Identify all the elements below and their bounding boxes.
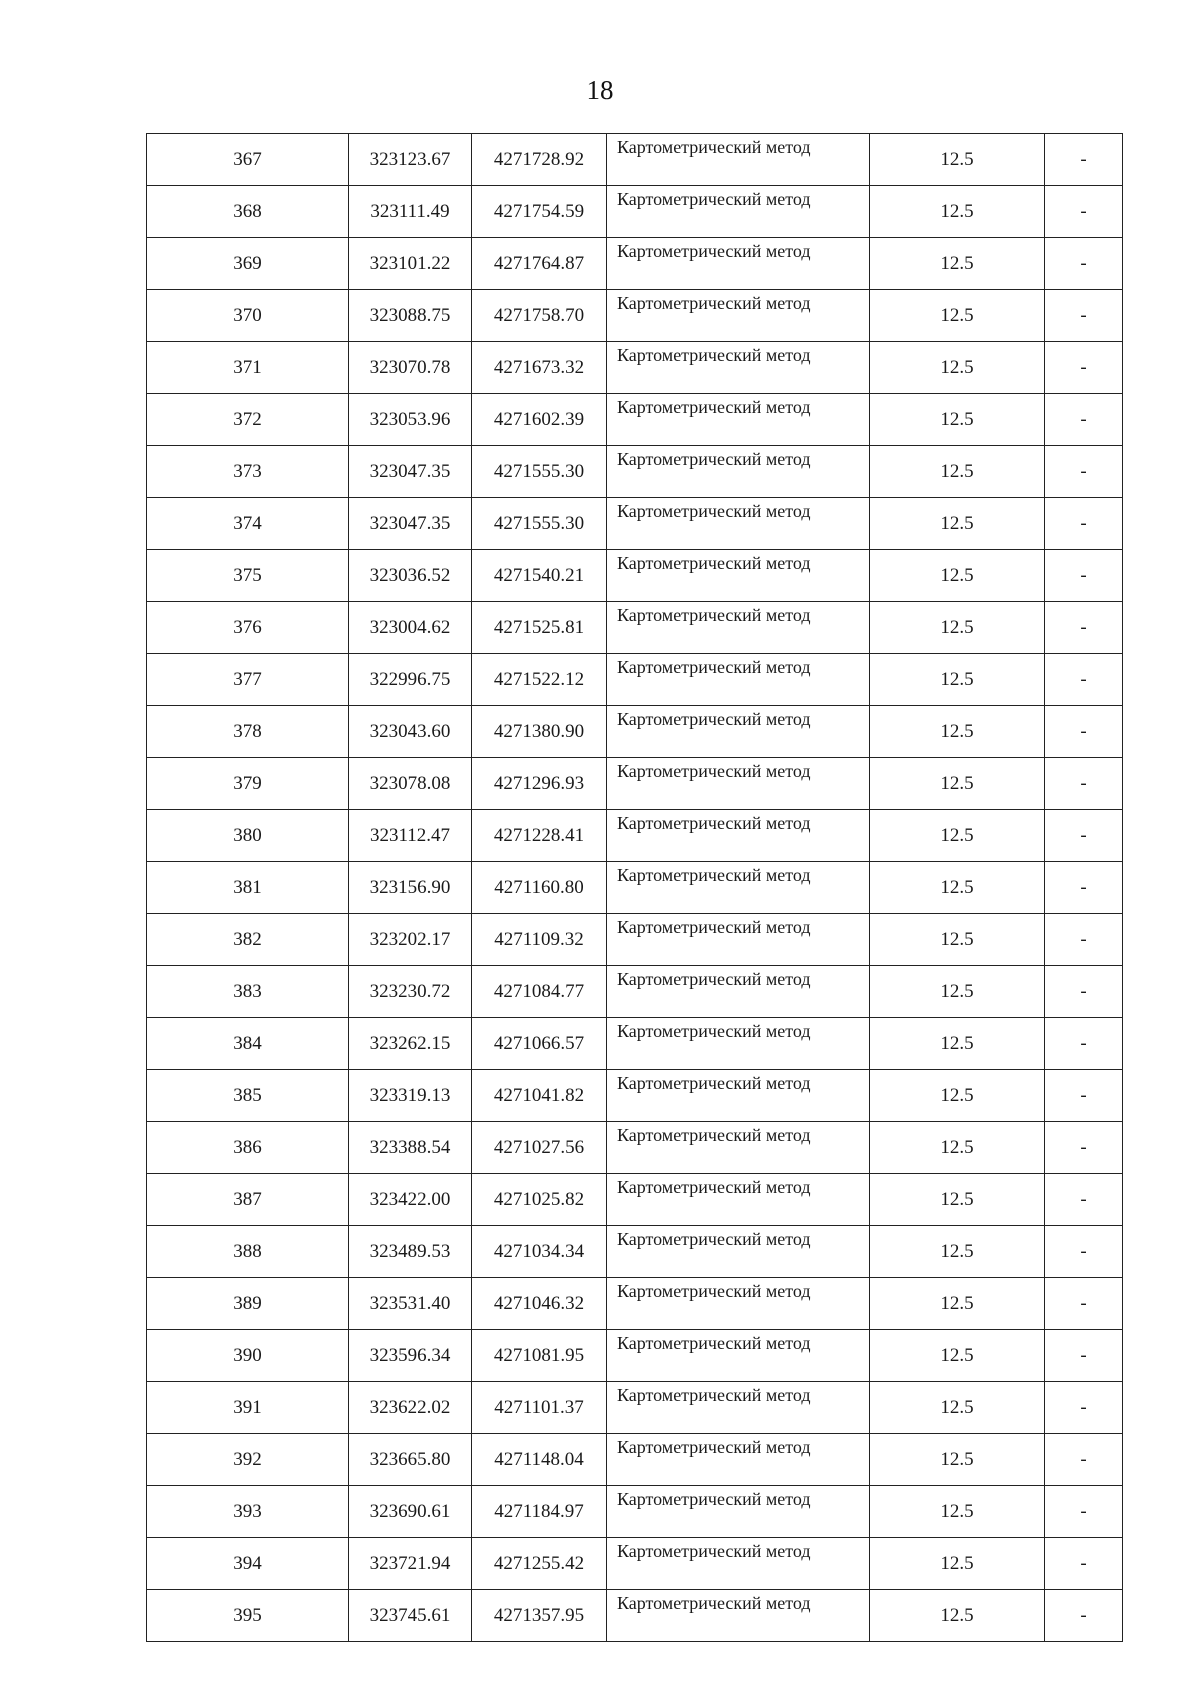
table-row xyxy=(147,1070,1123,1122)
y-coordinate-cell: 4271540.21 xyxy=(472,550,607,602)
note-cell: - xyxy=(1045,342,1123,394)
x-coordinate-cell: 323078.08 xyxy=(349,758,472,810)
accuracy-cell: 12.5 xyxy=(870,1122,1045,1174)
note-cell: - xyxy=(1045,134,1123,186)
x-coordinate-cell: 323665.80 xyxy=(349,1434,472,1486)
x-coordinate-cell: 322996.75 xyxy=(349,654,472,706)
method-cell: Картометрический метод xyxy=(607,342,870,394)
accuracy-cell: 12.5 xyxy=(870,810,1045,862)
coordinates-table xyxy=(146,133,1123,1642)
table-row xyxy=(147,602,1123,654)
x-coordinate-cell: 323036.52 xyxy=(349,550,472,602)
note-cell: - xyxy=(1045,446,1123,498)
point-number-cell: 393 xyxy=(147,1486,349,1538)
table-row xyxy=(147,550,1123,602)
method-cell: Картометрический метод xyxy=(607,1434,870,1486)
x-coordinate-cell: 323690.61 xyxy=(349,1486,472,1538)
accuracy-cell: 12.5 xyxy=(870,394,1045,446)
method-cell: Картометрический метод xyxy=(607,706,870,758)
table-row xyxy=(147,290,1123,342)
y-coordinate-cell: 4271027.56 xyxy=(472,1122,607,1174)
note-cell: - xyxy=(1045,1590,1123,1642)
note-cell: - xyxy=(1045,1486,1123,1538)
x-coordinate-cell: 323422.00 xyxy=(349,1174,472,1226)
point-number-cell: 370 xyxy=(147,290,349,342)
x-coordinate-cell: 323053.96 xyxy=(349,394,472,446)
point-number-cell: 394 xyxy=(147,1538,349,1590)
method-cell: Картометрический метод xyxy=(607,1330,870,1382)
accuracy-cell: 12.5 xyxy=(870,1330,1045,1382)
y-coordinate-cell: 4271758.70 xyxy=(472,290,607,342)
note-cell: - xyxy=(1045,238,1123,290)
y-coordinate-cell: 4271555.30 xyxy=(472,446,607,498)
table-row xyxy=(147,1174,1123,1226)
point-number-cell: 386 xyxy=(147,1122,349,1174)
accuracy-cell: 12.5 xyxy=(870,1226,1045,1278)
y-coordinate-cell: 4271673.32 xyxy=(472,342,607,394)
method-cell: Картометрический метод xyxy=(607,862,870,914)
x-coordinate-cell: 323070.78 xyxy=(349,342,472,394)
accuracy-cell: 12.5 xyxy=(870,1486,1045,1538)
note-cell: - xyxy=(1045,1382,1123,1434)
method-cell: Картометрический метод xyxy=(607,446,870,498)
table-row xyxy=(147,1486,1123,1538)
accuracy-cell: 12.5 xyxy=(870,290,1045,342)
point-number-cell: 387 xyxy=(147,1174,349,1226)
accuracy-cell: 12.5 xyxy=(870,1278,1045,1330)
table-row xyxy=(147,134,1123,186)
accuracy-cell: 12.5 xyxy=(870,134,1045,186)
point-number-cell: 367 xyxy=(147,134,349,186)
y-coordinate-cell: 4271754.59 xyxy=(472,186,607,238)
x-coordinate-cell: 323489.53 xyxy=(349,1226,472,1278)
note-cell: - xyxy=(1045,1018,1123,1070)
table-row xyxy=(147,342,1123,394)
note-cell: - xyxy=(1045,498,1123,550)
y-coordinate-cell: 4271602.39 xyxy=(472,394,607,446)
method-cell: Картометрический метод xyxy=(607,758,870,810)
table-row xyxy=(147,1122,1123,1174)
note-cell: - xyxy=(1045,1330,1123,1382)
note-cell: - xyxy=(1045,1174,1123,1226)
note-cell: - xyxy=(1045,810,1123,862)
table-row xyxy=(147,862,1123,914)
y-coordinate-cell: 4271046.32 xyxy=(472,1278,607,1330)
x-coordinate-cell: 323388.54 xyxy=(349,1122,472,1174)
x-coordinate-cell: 323088.75 xyxy=(349,290,472,342)
point-number-cell: 395 xyxy=(147,1590,349,1642)
table-row xyxy=(147,498,1123,550)
note-cell: - xyxy=(1045,1434,1123,1486)
note-cell: - xyxy=(1045,706,1123,758)
y-coordinate-cell: 4271255.42 xyxy=(472,1538,607,1590)
table-row xyxy=(147,758,1123,810)
y-coordinate-cell: 4271160.80 xyxy=(472,862,607,914)
accuracy-cell: 12.5 xyxy=(870,1538,1045,1590)
table-row xyxy=(147,1226,1123,1278)
table-row xyxy=(147,1382,1123,1434)
note-cell: - xyxy=(1045,290,1123,342)
y-coordinate-cell: 4271522.12 xyxy=(472,654,607,706)
accuracy-cell: 12.5 xyxy=(870,758,1045,810)
x-coordinate-cell: 323262.15 xyxy=(349,1018,472,1070)
method-cell: Картометрический метод xyxy=(607,1070,870,1122)
table-row xyxy=(147,706,1123,758)
table-row xyxy=(147,1538,1123,1590)
x-coordinate-cell: 323596.34 xyxy=(349,1330,472,1382)
method-cell: Картометрический метод xyxy=(607,1226,870,1278)
note-cell: - xyxy=(1045,550,1123,602)
table-row xyxy=(147,1434,1123,1486)
point-number-cell: 385 xyxy=(147,1070,349,1122)
method-cell: Картометрический метод xyxy=(607,1174,870,1226)
accuracy-cell: 12.5 xyxy=(870,1070,1045,1122)
accuracy-cell: 12.5 xyxy=(870,446,1045,498)
method-cell: Картометрический метод xyxy=(607,186,870,238)
note-cell: - xyxy=(1045,1226,1123,1278)
x-coordinate-cell: 323202.17 xyxy=(349,914,472,966)
table-row xyxy=(147,914,1123,966)
accuracy-cell: 12.5 xyxy=(870,1590,1045,1642)
x-coordinate-cell: 323101.22 xyxy=(349,238,472,290)
x-coordinate-cell: 323111.49 xyxy=(349,186,472,238)
accuracy-cell: 12.5 xyxy=(870,1434,1045,1486)
table-row xyxy=(147,810,1123,862)
x-coordinate-cell: 323043.60 xyxy=(349,706,472,758)
y-coordinate-cell: 4271034.34 xyxy=(472,1226,607,1278)
x-coordinate-cell: 323721.94 xyxy=(349,1538,472,1590)
method-cell: Картометрический метод xyxy=(607,238,870,290)
point-number-cell: 378 xyxy=(147,706,349,758)
method-cell: Картометрический метод xyxy=(607,810,870,862)
x-coordinate-cell: 323047.35 xyxy=(349,446,472,498)
y-coordinate-cell: 4271184.97 xyxy=(472,1486,607,1538)
point-number-cell: 373 xyxy=(147,446,349,498)
point-number-cell: 372 xyxy=(147,394,349,446)
accuracy-cell: 12.5 xyxy=(870,1382,1045,1434)
method-cell: Картометрический метод xyxy=(607,1278,870,1330)
page-number: 18 xyxy=(586,75,614,105)
point-number-cell: 391 xyxy=(147,1382,349,1434)
table-row xyxy=(147,966,1123,1018)
table-row xyxy=(147,394,1123,446)
accuracy-cell: 12.5 xyxy=(870,654,1045,706)
accuracy-cell: 12.5 xyxy=(870,706,1045,758)
accuracy-cell: 12.5 xyxy=(870,602,1045,654)
point-number-cell: 375 xyxy=(147,550,349,602)
y-coordinate-cell: 4271041.82 xyxy=(472,1070,607,1122)
x-coordinate-cell: 323622.02 xyxy=(349,1382,472,1434)
table-row xyxy=(147,446,1123,498)
y-coordinate-cell: 4271109.32 xyxy=(472,914,607,966)
point-number-cell: 380 xyxy=(147,810,349,862)
y-coordinate-cell: 4271555.30 xyxy=(472,498,607,550)
method-cell: Картометрический метод xyxy=(607,966,870,1018)
x-coordinate-cell: 323047.35 xyxy=(349,498,472,550)
point-number-cell: 388 xyxy=(147,1226,349,1278)
method-cell: Картометрический метод xyxy=(607,290,870,342)
x-coordinate-cell: 323112.47 xyxy=(349,810,472,862)
note-cell: - xyxy=(1045,394,1123,446)
method-cell: Картометрический метод xyxy=(607,654,870,706)
note-cell: - xyxy=(1045,1278,1123,1330)
y-coordinate-cell: 4271380.90 xyxy=(472,706,607,758)
y-coordinate-cell: 4271066.57 xyxy=(472,1018,607,1070)
table-row xyxy=(147,1018,1123,1070)
x-coordinate-cell: 323156.90 xyxy=(349,862,472,914)
y-coordinate-cell: 4271084.77 xyxy=(472,966,607,1018)
note-cell: - xyxy=(1045,1122,1123,1174)
point-number-cell: 392 xyxy=(147,1434,349,1486)
y-coordinate-cell: 4271296.93 xyxy=(472,758,607,810)
table-row xyxy=(147,186,1123,238)
accuracy-cell: 12.5 xyxy=(870,238,1045,290)
accuracy-cell: 12.5 xyxy=(870,862,1045,914)
note-cell: - xyxy=(1045,654,1123,706)
point-number-cell: 383 xyxy=(147,966,349,1018)
accuracy-cell: 12.5 xyxy=(870,1174,1045,1226)
x-coordinate-cell: 323531.40 xyxy=(349,1278,472,1330)
point-number-cell: 377 xyxy=(147,654,349,706)
point-number-cell: 381 xyxy=(147,862,349,914)
method-cell: Картометрический метод xyxy=(607,498,870,550)
point-number-cell: 374 xyxy=(147,498,349,550)
y-coordinate-cell: 4271081.95 xyxy=(472,1330,607,1382)
method-cell: Картометрический метод xyxy=(607,1018,870,1070)
table-row xyxy=(147,654,1123,706)
table-row xyxy=(147,1330,1123,1382)
method-cell: Картометрический метод xyxy=(607,1538,870,1590)
method-cell: Картометрический метод xyxy=(607,550,870,602)
note-cell: - xyxy=(1045,1070,1123,1122)
accuracy-cell: 12.5 xyxy=(870,550,1045,602)
y-coordinate-cell: 4271764.87 xyxy=(472,238,607,290)
note-cell: - xyxy=(1045,1538,1123,1590)
point-number-cell: 379 xyxy=(147,758,349,810)
point-number-cell: 368 xyxy=(147,186,349,238)
point-number-cell: 384 xyxy=(147,1018,349,1070)
table-row xyxy=(147,1278,1123,1330)
point-number-cell: 369 xyxy=(147,238,349,290)
note-cell: - xyxy=(1045,602,1123,654)
point-number-cell: 371 xyxy=(147,342,349,394)
accuracy-cell: 12.5 xyxy=(870,342,1045,394)
table-body xyxy=(147,134,1123,1642)
method-cell: Картометрический метод xyxy=(607,602,870,654)
method-cell: Картометрический метод xyxy=(607,1590,870,1642)
table-row xyxy=(147,1590,1123,1642)
y-coordinate-cell: 4271101.37 xyxy=(472,1382,607,1434)
x-coordinate-cell: 323319.13 xyxy=(349,1070,472,1122)
table-row xyxy=(147,238,1123,290)
accuracy-cell: 12.5 xyxy=(870,498,1045,550)
y-coordinate-cell: 4271025.82 xyxy=(472,1174,607,1226)
method-cell: Картометрический метод xyxy=(607,914,870,966)
point-number-cell: 376 xyxy=(147,602,349,654)
y-coordinate-cell: 4271357.95 xyxy=(472,1590,607,1642)
y-coordinate-cell: 4271728.92 xyxy=(472,134,607,186)
method-cell: Картометрический метод xyxy=(607,1486,870,1538)
point-number-cell: 389 xyxy=(147,1278,349,1330)
x-coordinate-cell: 323004.62 xyxy=(349,602,472,654)
point-number-cell: 390 xyxy=(147,1330,349,1382)
x-coordinate-cell: 323230.72 xyxy=(349,966,472,1018)
note-cell: - xyxy=(1045,758,1123,810)
method-cell: Картометрический метод xyxy=(607,1382,870,1434)
accuracy-cell: 12.5 xyxy=(870,914,1045,966)
accuracy-cell: 12.5 xyxy=(870,966,1045,1018)
note-cell: - xyxy=(1045,862,1123,914)
method-cell: Картометрический метод xyxy=(607,134,870,186)
point-number-cell: 382 xyxy=(147,914,349,966)
method-cell: Картометрический метод xyxy=(607,1122,870,1174)
y-coordinate-cell: 4271148.04 xyxy=(472,1434,607,1486)
note-cell: - xyxy=(1045,966,1123,1018)
accuracy-cell: 12.5 xyxy=(870,1018,1045,1070)
y-coordinate-cell: 4271228.41 xyxy=(472,810,607,862)
note-cell: - xyxy=(1045,186,1123,238)
accuracy-cell: 12.5 xyxy=(870,186,1045,238)
x-coordinate-cell: 323123.67 xyxy=(349,134,472,186)
note-cell: - xyxy=(1045,914,1123,966)
y-coordinate-cell: 4271525.81 xyxy=(472,602,607,654)
x-coordinate-cell: 323745.61 xyxy=(349,1590,472,1642)
method-cell: Картометрический метод xyxy=(607,394,870,446)
